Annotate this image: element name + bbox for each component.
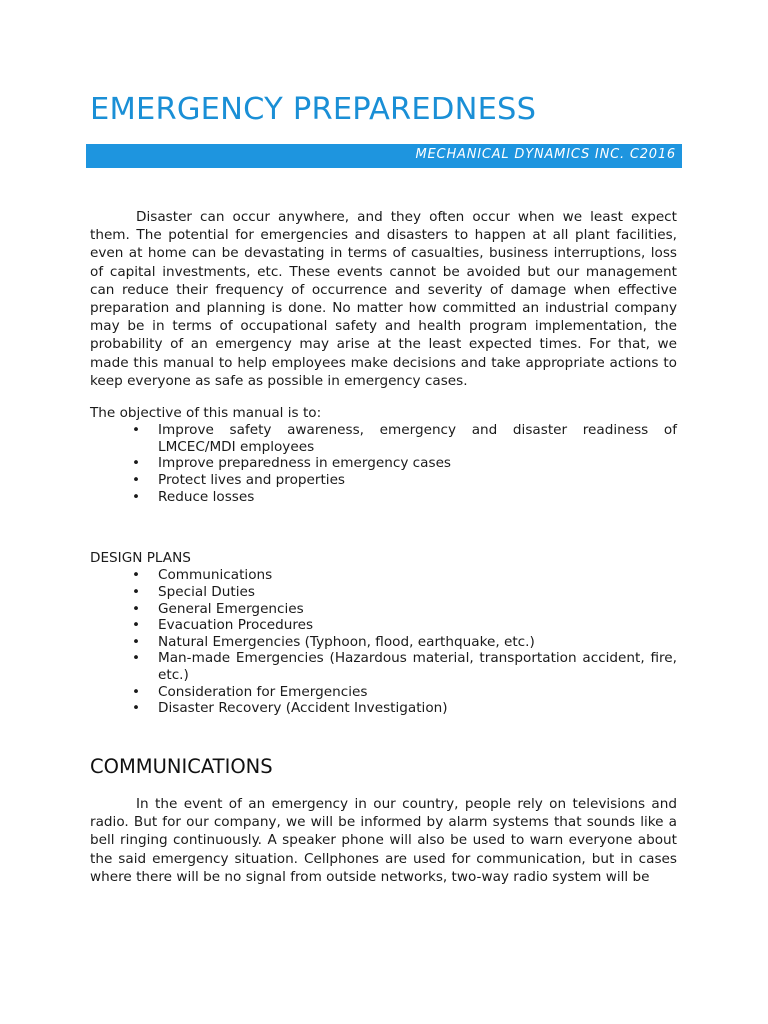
document-title: EMERGENCY PREPAREDNESS bbox=[90, 92, 537, 127]
list-item bbox=[90, 634, 677, 651]
bullet-icon: • bbox=[132, 617, 141, 634]
list-item bbox=[90, 422, 677, 455]
company-banner bbox=[86, 144, 682, 168]
list-item bbox=[90, 455, 677, 472]
bullet-icon: • bbox=[132, 584, 141, 600]
design-plans-list bbox=[90, 567, 677, 716]
list-item-text: Consideration for Emergencies bbox=[158, 683, 368, 700]
list-item bbox=[90, 489, 677, 506]
list-item-text: Protect lives and properties bbox=[158, 472, 346, 489]
list-item-text: Special Duties bbox=[158, 584, 255, 600]
list-item-text: Natural Emergencies (Typhoon, flood, earthquake, etc.) bbox=[158, 633, 535, 650]
bullet-icon: • bbox=[132, 683, 141, 700]
document-body bbox=[90, 208, 677, 886]
list-item bbox=[90, 601, 677, 618]
bullet-icon: • bbox=[132, 422, 141, 439]
bullet-icon: • bbox=[132, 455, 141, 472]
list-item bbox=[90, 617, 677, 634]
list-item bbox=[90, 650, 677, 683]
list-item-text: Improve preparedness in emergency cases bbox=[158, 455, 452, 472]
list-item-text: Reduce losses bbox=[158, 488, 255, 505]
company-banner-text: MECHANICAL DYNAMICS INC. C2016 bbox=[415, 147, 676, 162]
communications-paragraph: In the event of an emergency in our country, people rely on televisions and radio. But for our company, we will be informed by alarm systems that sounds like a bell ringing continuously. A speaker phone will also be used to warn everyone about the said emergency situation. Cellphones are used for communication, but in cases where there will be no signal from outside networks, two-way radio system will be bbox=[90, 795, 677, 885]
objective-lead: The objective of this manual is to: bbox=[90, 405, 322, 422]
bullet-icon: • bbox=[132, 600, 141, 617]
list-item bbox=[90, 584, 677, 601]
bullet-icon: • bbox=[132, 633, 141, 650]
bullet-icon: • bbox=[132, 700, 141, 717]
list-item bbox=[90, 700, 677, 717]
bullet-icon: • bbox=[132, 567, 141, 584]
list-item-text: General Emergencies bbox=[158, 600, 304, 617]
list-item-text: Evacuation Procedures bbox=[158, 617, 314, 634]
list-item bbox=[90, 472, 677, 489]
list-item bbox=[90, 567, 677, 584]
bullet-icon: • bbox=[132, 472, 141, 489]
design-plans-heading: DESIGN PLANS bbox=[90, 550, 191, 567]
bullet-icon: • bbox=[132, 488, 141, 505]
bullet-icon: • bbox=[132, 650, 141, 667]
list-item-text: Improve safety awareness, emergency and disaster readiness of LMCEC/MDI employees bbox=[158, 422, 677, 455]
list-item-text: Disaster Recovery (Accident Investigation) bbox=[158, 700, 448, 717]
list-item-text: Communications bbox=[158, 567, 273, 584]
list-item-text: Man-made Emergencies (Hazardous material, transportation accident, fire, etc.) bbox=[158, 650, 677, 683]
intro-paragraph: Disaster can occur anywhere, and they often occur when we least expect them. The potential for emergencies and disasters to happen at all plant facilities, even at home can be devastating in terms of casualties, business interruptions, loss of capital investments, etc. These events cannot be avoided but our management can reduce their frequency of occurrence and severity of damage when effective preparation and planning is done. No matter how committed an industrial company may be in terms of occupational safety and health program implementation, the probability of an emergency may arise at the least expected times. For that, we made this manual to help employees make decisions and take appropriate actions to keep everyone as safe as possible in emergency cases. bbox=[90, 209, 677, 389]
objectives-list bbox=[90, 422, 677, 505]
communications-heading: COMMUNICATIONS bbox=[90, 754, 273, 778]
list-item bbox=[90, 684, 677, 701]
